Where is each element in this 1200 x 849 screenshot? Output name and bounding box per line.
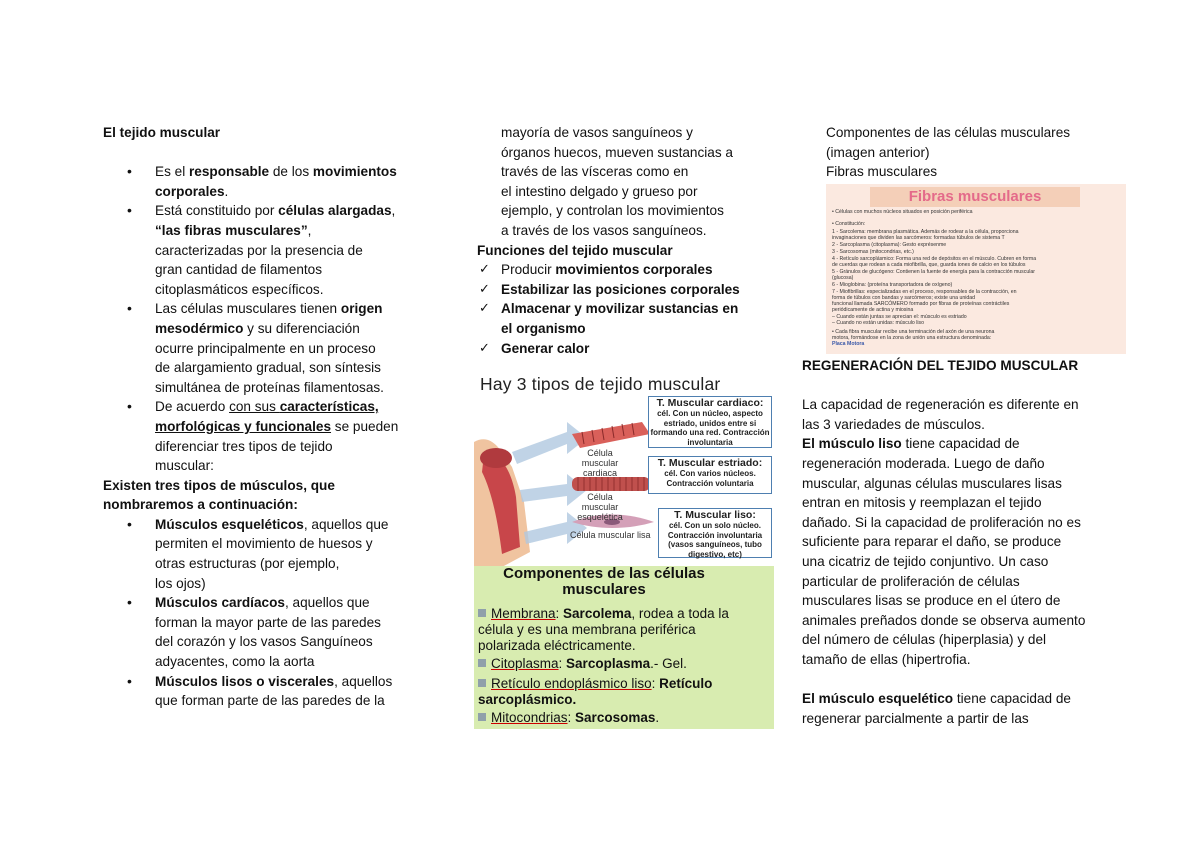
text: los ojos): [155, 575, 206, 591]
text: mayoría de vasos sanguíneos y: [501, 125, 693, 140]
component-reticulum: [478, 676, 712, 708]
box-text: cél. Con varios núcleos. Contracción voluntaria: [664, 469, 756, 488]
text: Retículo endoplásmico liso: [491, 676, 652, 691]
text: las 3 variedades de músculos.: [802, 416, 985, 432]
text: muscular:: [155, 458, 214, 474]
component-cytoplasm: [478, 656, 687, 672]
text: del número de células (hiperplasia) y del: [802, 632, 1047, 648]
box-text: cél. Con un solo núcleo. Contracción involuntaria (vasos sanguíneos, tubo digestivo, etc): [667, 521, 763, 559]
check-icon: ✓: [479, 281, 490, 297]
fiber-line: 2 - Sarcoplasma (citoplasma): Gesto exprésenme: [832, 242, 947, 248]
bold-text: mesodérmico: [155, 320, 244, 336]
regeneration-intro: [802, 395, 1122, 434]
fiber-line: – Cuando están juntas se aprecian el: músculo es estriado: [832, 314, 967, 320]
text: ,: [307, 222, 312, 238]
text: caracterizadas por la presencia de: [155, 242, 363, 258]
text: .: [655, 710, 660, 725]
bold-text: Retículo: [659, 676, 713, 691]
component-mitochondria: [478, 710, 659, 726]
fiber-line: 6 - Mioglobina: (proteína transportadora de oxígeno): [832, 282, 953, 288]
fiber-line: (glucosa): [832, 275, 854, 281]
text: ejemplo, y controlan los movimientos: [501, 203, 724, 219]
text: forman la mayor parte de las paredes: [155, 614, 381, 630]
fiber-line: 7 - Miofibrillas: especializadas en el proceso, responsables de la contracción, en: [832, 289, 1017, 295]
box-title: T. Muscular cardiaco:: [656, 397, 764, 409]
text: entran en mitosis y reemplazan el tejido: [802, 495, 1042, 511]
column-3-top: [826, 123, 1126, 182]
fiber-line: invaginaciones que dividen las sarcómeros: formadas túbulos de sistema T: [832, 235, 1005, 241]
list-item: [477, 260, 777, 280]
text: otras estructuras (por ejemplo,: [155, 556, 340, 572]
intro-bullet-list: [103, 162, 423, 476]
bold-text: Sarcoplasma: [566, 656, 651, 671]
list-item: [103, 672, 423, 711]
bold-text: responsable: [189, 164, 270, 180]
smooth-muscle-paragraph: [802, 434, 1122, 669]
text: polarizada eléctricamente.: [478, 638, 636, 653]
check-icon: ✓: [479, 301, 490, 317]
text: a través de los vasos sanguíneos.: [501, 222, 707, 238]
bold-text: sarcoplásmico.: [478, 692, 577, 707]
continued-paragraph: [477, 123, 777, 241]
figure-title: Fibras musculares: [870, 187, 1080, 207]
bold-text: Músculos lisos o viscerales: [155, 673, 335, 689]
text: regeneración moderada. Luego de daño: [802, 455, 1045, 471]
check-icon: ✓: [479, 262, 490, 278]
bold-text: Sarcosomas: [575, 710, 656, 725]
list-item: [103, 201, 423, 299]
text: De acuerdo: [155, 399, 230, 415]
text: nombraremos a continuación:: [103, 497, 298, 513]
figure-title: Componentes de las células musculares: [503, 565, 705, 598]
cardiac-cell-icon: [572, 422, 650, 448]
text: adyacentes, como la aorta: [155, 654, 315, 670]
component-membrane: [478, 606, 729, 654]
types-intro: [103, 476, 423, 515]
text: musculares lisas se produce en el útero de: [802, 593, 1061, 609]
muscle-types-list: [103, 515, 423, 711]
text: dañado. Si la capacidad de proliferación no es: [802, 514, 1081, 530]
list-item: [477, 280, 777, 300]
list-item: [103, 397, 423, 475]
column-1: [103, 123, 423, 711]
functions-title: Funciones del tejido muscular: [477, 242, 673, 258]
bold-text: movimientos: [312, 164, 397, 180]
regeneration-title: REGENERACIÓN DEL TEJIDO MUSCULAR: [802, 358, 1079, 373]
text: Componentes de las células musculares: [826, 125, 1071, 140]
text: Membrana: [491, 606, 556, 621]
section-title: El tejido muscular: [103, 125, 221, 140]
text: gran cantidad de filamentos: [155, 262, 323, 278]
list-item: [477, 339, 777, 359]
text: , aquellos: [334, 673, 393, 689]
text: , aquellos que: [284, 595, 370, 611]
fiber-line: de cuerdas que rodean a cada miofibrilla, que, guarda iones de calcio en los túbulos: [832, 262, 1026, 268]
text: de los: [269, 164, 313, 180]
column-2: [477, 123, 777, 358]
list-item: [103, 162, 423, 201]
fiber-text-block: [829, 209, 1123, 351]
box-title: T. Muscular liso:: [674, 509, 756, 521]
text: diferenciar tres tipos de tejido: [155, 438, 333, 454]
text: particular de proliferación de células: [802, 573, 1020, 589]
list-item: [103, 515, 423, 593]
bold-text: Almacenar y movilizar sustancias en: [501, 301, 739, 317]
bold-text: el organismo: [501, 320, 586, 336]
text: , rodea a toda la: [631, 606, 729, 621]
list-item: [103, 593, 423, 671]
column-3: [802, 356, 1122, 728]
bullet-square-icon: [478, 659, 486, 667]
bold-text: Estabilizar las posiciones corporales: [501, 281, 740, 297]
functions-list: [477, 260, 777, 358]
bold-text: corporales: [155, 183, 225, 199]
text: se pueden: [331, 418, 399, 434]
fiber-line: funcional llamada SARCÓMERO formado por fibras de proteínas contráctiles: [832, 301, 1010, 307]
list-item: [477, 299, 777, 338]
muscle-types-figure: [472, 372, 772, 567]
text: ,: [391, 203, 396, 219]
text: ocurre principalmente en un proceso: [155, 340, 376, 356]
bold-text: Músculos cardíacos: [155, 595, 285, 611]
bold-underlined-text: características,: [279, 399, 379, 415]
text: del corazón y los vasos Sanguíneos: [155, 634, 373, 650]
fiber-line: – Cuando no están unidas: músculo liso: [832, 320, 924, 326]
text: simultánea de proteínas filamentosas.: [155, 379, 384, 395]
text: citoplasmáticos específicos.: [155, 281, 324, 297]
bullet-square-icon: [478, 679, 486, 687]
bold-text: Generar calor: [501, 340, 590, 356]
muscle-fibers-figure: [826, 184, 1126, 354]
text: una cicatriz de tejido conjuntivo. Un caso: [802, 553, 1049, 569]
bullet-square-icon: [478, 713, 486, 721]
fiber-line: Placa Motora: [832, 341, 865, 347]
text: tiene capacidad de: [901, 436, 1020, 452]
text: Es el: [155, 164, 189, 180]
text: regenerar parcialmente a partir de las: [802, 710, 1029, 726]
fiber-line: 3 - Sarcosomas (mitocondrias, etc.): [832, 249, 914, 255]
text: tamaño de ellas (hipertrofia.: [802, 651, 971, 667]
skeletal-muscle-paragraph: [802, 689, 1122, 728]
bold-text: origen: [340, 301, 383, 317]
text: :: [555, 606, 564, 621]
text: célula y es una membrana periférica: [478, 622, 696, 637]
bold-text: células alargadas: [278, 203, 392, 219]
text: muscular, algunas células musculares lisas: [802, 475, 1062, 491]
text: de alargamiento gradual, son síntesis: [155, 360, 381, 376]
box-skeletal: [648, 456, 772, 494]
fiber-line: • Constitución:: [832, 221, 866, 227]
fiber-line: • Células con muchos núcleos situados en posición periférica: [832, 209, 973, 215]
caption-skeletal: Célula muscular esquelética: [577, 492, 623, 522]
shoulder-muscle: [480, 448, 512, 468]
text: .: [224, 183, 229, 199]
text: Existen tres tipos de músculos, que: [103, 477, 335, 493]
bold-text: “las fibras musculares”: [155, 222, 308, 238]
box-smooth: [658, 508, 772, 558]
figure-title: Hay 3 tipos de tejido muscular: [480, 374, 721, 394]
text: Las células musculares tienen: [155, 301, 341, 317]
text: La capacidad de regeneración es diferente en: [802, 397, 1079, 413]
fiber-line: • Cada fibra muscular recibe una terminación del axón de una neurona: [832, 329, 995, 335]
bold-text: movimientos corporales: [555, 262, 713, 278]
check-icon: ✓: [479, 340, 490, 356]
text: .- Gel.: [650, 656, 687, 671]
box-text: cél. Con un núcleo, aspecto estriado, unidos entre si formando una red. Contracción involuntaria: [650, 409, 770, 447]
skeletal-cell-icon: [572, 477, 650, 491]
text: Citoplasma: [491, 656, 559, 671]
text: través de las vísceras como en: [501, 164, 689, 180]
text: (imagen anterior): [826, 144, 930, 160]
caption-smooth: Célula muscular lisa: [570, 530, 651, 540]
top-caption: [826, 123, 1126, 182]
underlined-text: con sus: [229, 399, 280, 415]
text: Producir: [501, 262, 556, 278]
text: animales preñados donde se observa aumento: [802, 612, 1086, 628]
list-item: [103, 299, 423, 397]
fiber-line: 1 - Sarcolema: membrana plasmática. Además de rodear a la célula, proporciona: [832, 229, 1019, 235]
text: y su diferenciación: [243, 320, 360, 336]
text: el intestino delgado y grueso por: [501, 183, 698, 199]
text: :: [651, 676, 660, 691]
text: , aquellos que: [303, 516, 389, 532]
caption-cardiac: Célula muscular cardiaca: [581, 448, 619, 478]
box-title: T. Muscular estriado:: [657, 457, 763, 469]
bold-text: Sarcolema: [563, 606, 632, 621]
text: Mitocondrias: [491, 710, 568, 725]
bold-text: Músculos esqueléticos: [155, 516, 304, 532]
fiber-line: 5 - Gránulos de glucógeno: Contienen la fuente de energía para la contracción muscular: [832, 269, 1036, 275]
text: que forman parte de las paredes de la: [155, 693, 385, 709]
box-cardiac: [648, 396, 772, 448]
bold-text: El músculo liso: [802, 436, 902, 452]
fiber-line: 4 - Retículo sarcoplásmico: Forma una red de depósitos en el músculo. Cubren en forma: [832, 256, 1037, 262]
fiber-line: motora, formándose en la zona de unión una estructura denominada:: [832, 335, 992, 341]
text: tiene capacidad de: [953, 691, 1071, 707]
fiber-line: forma de túbulos con bandas y sarcómeros; existe una unidad: [832, 295, 976, 301]
bullet-square-icon: [478, 609, 486, 617]
text: permiten el movimiento de huesos y: [155, 536, 373, 552]
text: :: [567, 710, 576, 725]
text: órganos huecos, mueven sustancias a: [501, 144, 733, 160]
cell-components-figure: [474, 566, 774, 729]
text: :: [558, 656, 567, 671]
bold-underlined-text: morfológicas y funcionales: [155, 418, 332, 434]
text: suficiente para reparar el daño, se produce: [802, 534, 1062, 550]
text: Fibras musculares: [826, 164, 938, 180]
bold-text: El músculo esquelético: [802, 691, 954, 707]
text: Está constituido por: [155, 203, 279, 219]
fiber-line: periódicamente de actina y miosina: [832, 307, 914, 313]
